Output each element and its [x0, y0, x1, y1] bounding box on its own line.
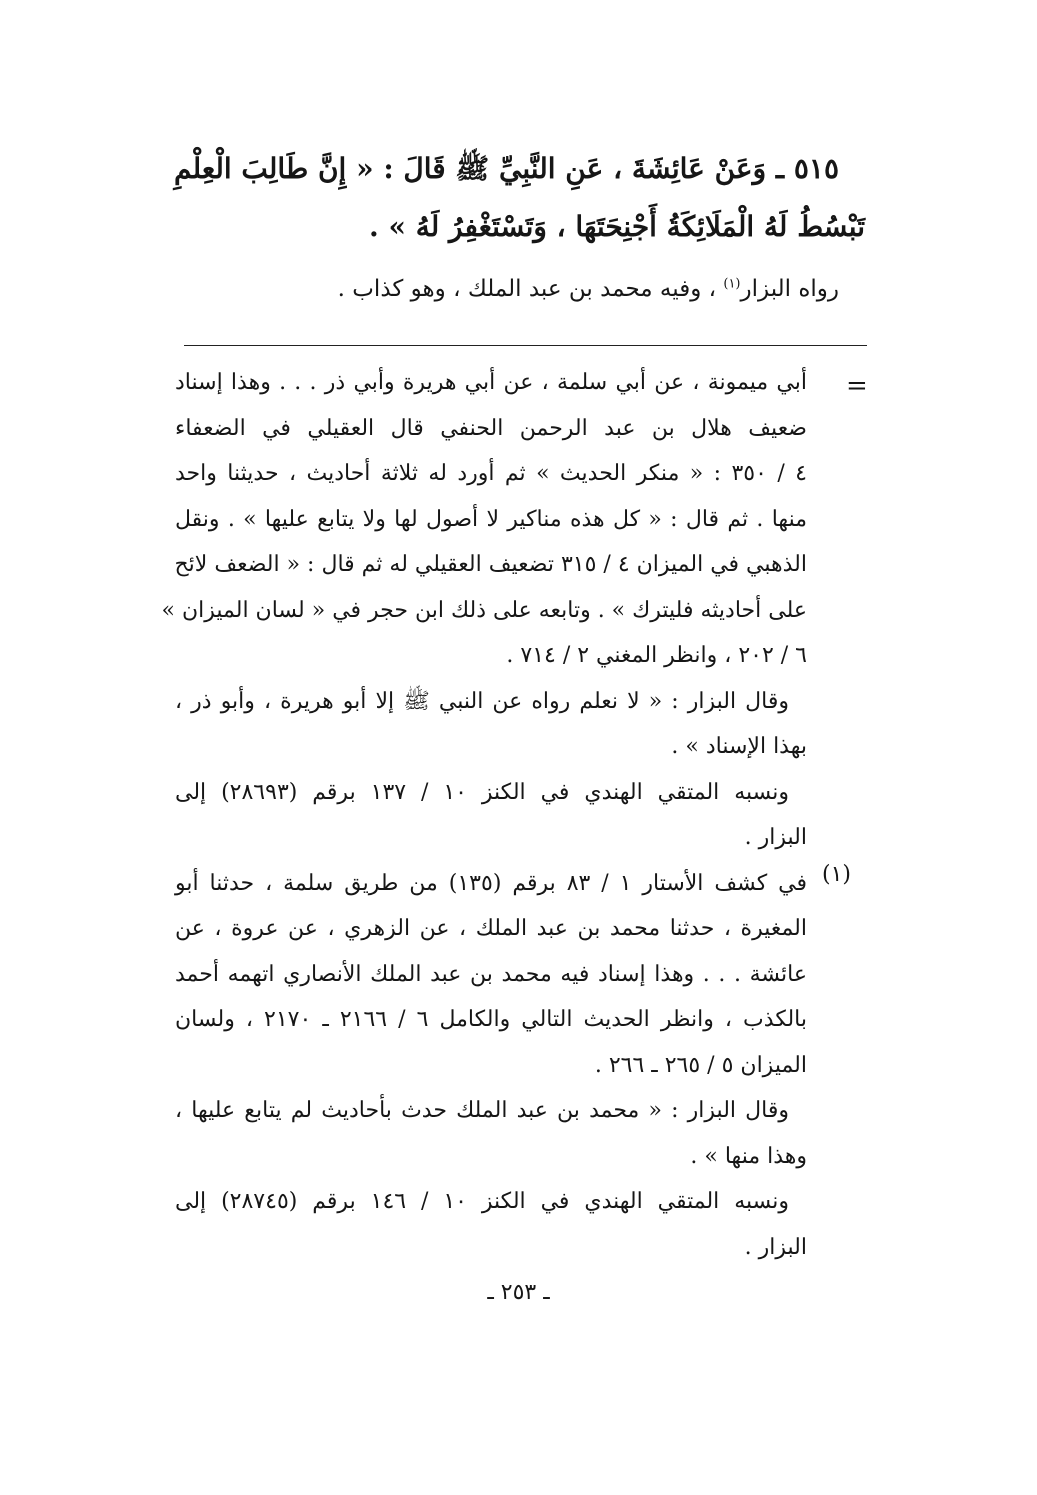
footnote-line: الميزان ٥ / ٢٦٥ ـ ٢٦٦ . — [594, 1052, 807, 1078]
footnote-1 — [175, 861, 807, 1089]
continuation-marker: = — [846, 371, 868, 401]
footnote-line: بهذا الإسناد » . — [671, 734, 807, 759]
footnote-line: الذهبي في الميزان ٤ / ٣١٥ تضعيف العقيلي له ثم قال : « الضعف لائح — [174, 552, 807, 577]
footnote-separator — [184, 345, 867, 346]
footnote-continuation-block — [161, 360, 807, 679]
page-number: ـ ٢٥٣ ـ — [487, 1280, 550, 1305]
footnote-line: البزار . — [744, 1234, 807, 1260]
footnote-1-marker: (١) — [822, 862, 852, 887]
footnotes-section — [161, 360, 808, 1270]
footnote-paragraph — [175, 1179, 807, 1270]
footnote-paragraph — [175, 1088, 807, 1179]
footnote-line: في كشف الأستار ١ / ٨٣ برقم (١٣٥) من طريق سلمة ، حدثنا أبو — [175, 870, 808, 896]
footnote-line: وهذا منها » . — [690, 1143, 807, 1169]
footnote-line: ونسبه المتقي الهندي في الكنز ١٠ / ١٤٦ برقم (٢٨٧٤٥) إلى — [175, 1189, 790, 1214]
footnote-line: ضعيف هلال بن عبد الرحمن الحنفي قال العقيلي في الضعفاء — [175, 415, 807, 441]
footnote-line: أبي ميمونة ، عن أبي سلمة ، عن أبي هريرة وأبي ذر . . . وهذا إسناد — [175, 370, 807, 395]
footnote-line: المغيرة ، حدثنا محمد بن عبد الملك ، عن الزهري ، عن عروة ، عن — [175, 916, 807, 941]
hadith-section — [165, 140, 865, 312]
footnote-line: بالكذب ، وانظر الحديث التالي والكامل ٦ / ٢١٦٦ ـ ٢١٧٠ ، ولسان — [175, 1007, 807, 1032]
footnote-line: البزار . — [744, 825, 807, 850]
footnote-line: عائشة . . . وهذا إسناد فيه محمد بن عبد الملك الأنصاري اتهمه أحمد — [175, 961, 807, 987]
source-comment: ، وفيه محمد بن عبد الملك ، وهو كذاب . — [337, 276, 724, 302]
footnote-paragraph — [175, 679, 807, 770]
hadith-text-line-2: تَبْسُطُ لَهُ الْمَلَائِكَةُ أَجْنِحَتَهَا ، وَتَسْتَغْفِرُ لَهُ » . — [369, 210, 865, 243]
footnote-line: ٦ / ٢٠٢ ، وانظر المغني ٢ / ٧١٤ . — [506, 643, 807, 668]
footnote-paragraph — [175, 770, 807, 861]
footnote-line: على أحاديثه فليترك » . وتابعه على ذلك ابن حجر في « لسان الميزان » — [161, 597, 807, 623]
footnote-line: ٤ / ٣٥٠ : « منكر الحديث » ثم أورد له ثلاثة أحاديث ، حديثنا واحد — [175, 461, 807, 486]
footnote-line: وقال البزار : « محمد بن عبد الملك حدث بأحاديث لم يتابع عليها ، — [175, 1098, 789, 1123]
footnote-line: وقال البزار : « لا نعلم رواه عن النبي ﷺ إلا أبو هريرة ، وأبو ذر ، — [175, 688, 789, 714]
hadith-source — [165, 266, 839, 312]
source-text: رواه البزار — [740, 276, 839, 302]
footnote-line: منها . ثم قال : « كل هذه مناكير لا أصول لها ولا يتابع عليها » . ونقل — [175, 506, 807, 532]
footnote-line: ونسبه المتقي الهندي في الكنز ١٠ / ١٣٧ برقم (٢٨٦٩٣) إلى — [175, 779, 790, 805]
footnote-reference: (١) — [723, 276, 741, 292]
hadith-text-line-1: ٥١٥ ـ وَعَنْ عَائِشَةَ ، عَنِ النَّبِيِّ ﷺ قَالَ : « إِنَّ طَالِبَ الْعِلْمِ — [173, 152, 839, 185]
